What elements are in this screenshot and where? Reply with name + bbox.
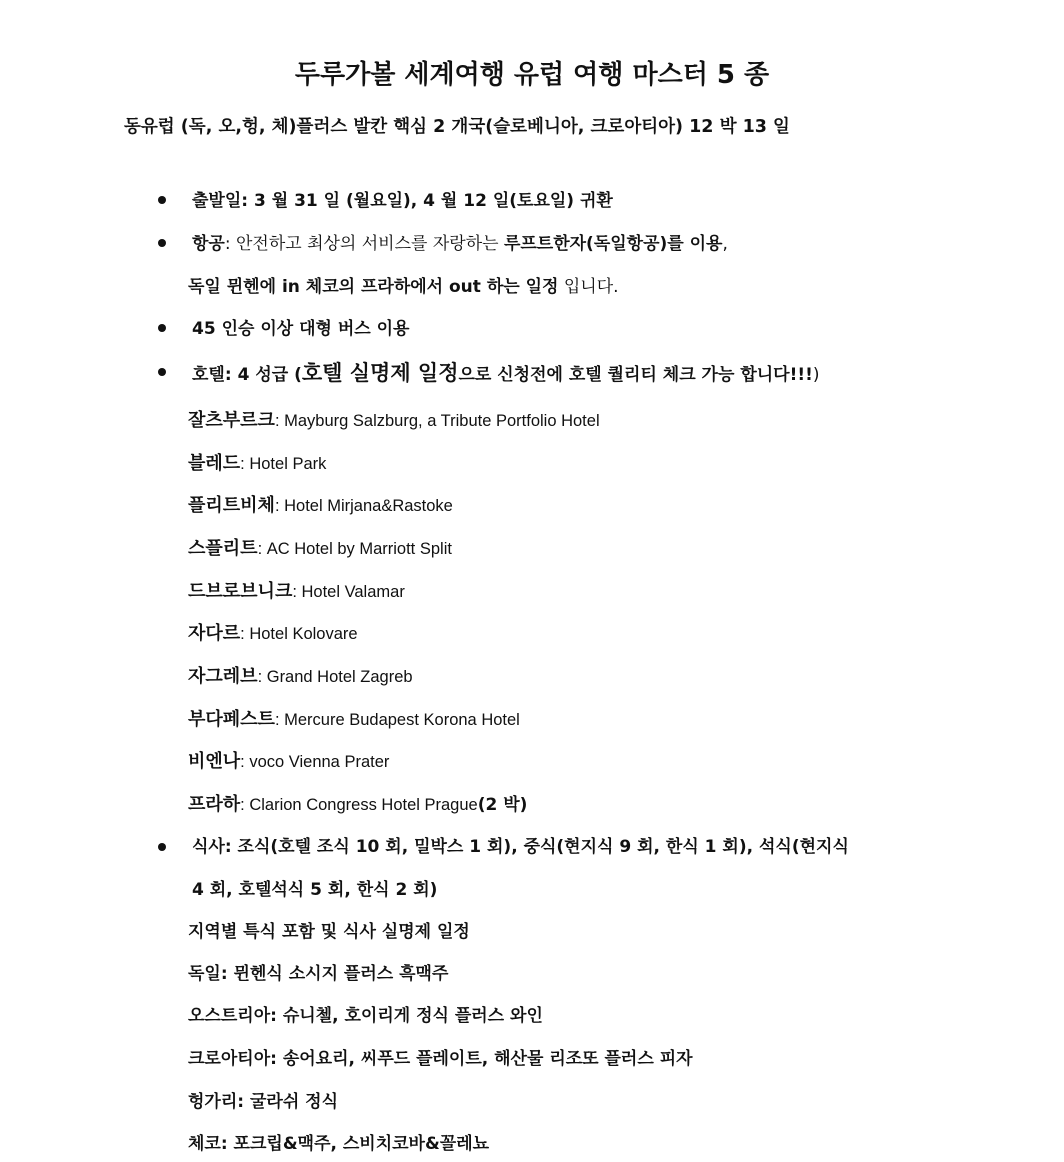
hotel-name: : Hotel Valamar (292, 583, 405, 601)
hotel-name: : Hotel Park (240, 455, 327, 473)
hotel-name: : Grand Hotel Zagreb (257, 668, 413, 686)
hotel-city: 비엔나 (188, 751, 241, 772)
hotel-name: : Mayburg Salzburg, a Tribute Portfolio Hotel (274, 412, 600, 430)
departure-label: 출발일: (192, 191, 249, 211)
bullet-dot (158, 843, 166, 851)
hotel-highlight: 호텔 실명제 일정 (301, 361, 459, 385)
hotel-line (192, 357, 820, 387)
hotel-name: : voco Vienna Prater (240, 753, 390, 771)
meal-item: 크로아티아: 송어요리, 씨푸드 플레이트, 해산물 리조또 플러스 피자 (188, 1049, 693, 1069)
hotel-entry (188, 619, 358, 645)
hotel-name: : Clarion Congress Hotel Prague (240, 796, 478, 814)
hotel-city: 자그레브 (188, 666, 258, 687)
hotel-entry (188, 534, 452, 560)
meal-item: 지역별 특식 포함 및 식사 실명제 일정 (188, 922, 470, 942)
hotel-city: 부다페스트 (188, 709, 275, 730)
hotel-city: 플리트비체 (188, 495, 275, 516)
meal-item: 헝가리: 굴라쉬 정식 (188, 1092, 339, 1112)
bullet-dot (158, 239, 166, 247)
airline-line (192, 229, 728, 254)
hotel-grade: 4 성급 ( (231, 365, 302, 385)
airline-text: : 안전하고 최상의 서비스를 자랑하는 (224, 234, 504, 254)
meal-item: 오스트리아: 슈니첼, 호이리게 정식 플러스 와인 (188, 1006, 543, 1026)
departure-value: 3 월 31 일 (월요일), 4 월 12 일(토요일) 귀환 (248, 191, 613, 211)
airline-name: 루프트한자(독일항공)를 이용 (503, 234, 723, 254)
bullet-dot (158, 196, 166, 204)
meals-line: 식사: 조식(호텔 조식 10 회, 밀박스 1 회), 중식(현지식 9 회, 한식 1 회), 석식(현지식 (192, 837, 849, 857)
airline-route-end: 입니다. (558, 277, 619, 297)
airline-label: 항공 (192, 234, 225, 254)
hotel-entry (188, 662, 413, 688)
bullet-dot (158, 324, 166, 332)
hotel-label: 호텔: (192, 365, 232, 385)
hotel-name: : AC Hotel by Marriott Split (257, 540, 452, 558)
airline-line-2 (188, 272, 619, 297)
meals-line-2: 4 회, 호텔석식 5 회, 한식 2 회) (192, 880, 438, 900)
hotel-entry (188, 705, 520, 731)
bus-line: 45 인승 이상 대형 버스 이용 (192, 319, 410, 339)
hotel-name: : Hotel Kolovare (240, 625, 358, 643)
meal-item: 체코: 포크립&맥주, 스비치코바&꼴레뇨 (188, 1134, 490, 1154)
hotel-close: ) (812, 365, 820, 385)
hotel-entry (188, 747, 389, 773)
hotel-entry (188, 790, 527, 816)
document-title: 두루가볼 세계여행 유럽 여행 마스터 5 종 (294, 60, 770, 90)
hotel-city: 드브로브니크 (188, 581, 293, 602)
hotel-city: 프라하 (188, 794, 241, 815)
hotel-name: : Hotel Mirjana&Rastoke (274, 497, 453, 515)
hotel-city: 잘츠부르크 (188, 410, 275, 431)
hotel-rest: 으로 신청전에 호텔 퀄리티 체크 가능 합니다!!! (458, 365, 813, 385)
departure-line (192, 186, 613, 211)
airline-route: 독일 뮌헨에 in 체코의 프라하에서 out 하는 일정 (188, 277, 559, 297)
hotel-city: 자다르 (188, 623, 241, 644)
hotel-entry (188, 406, 600, 432)
airline-comma: , (722, 234, 728, 254)
hotel-name: : Mercure Budapest Korona Hotel (274, 711, 520, 729)
document-subtitle: 동유럽 (독, 오,헝, 체)플러스 발칸 핵심 2 개국(슬로베니아, 크로아티아) 12 박 13 일 (124, 117, 790, 137)
hotel-city: 스플리트 (188, 538, 258, 559)
hotel-entry (188, 577, 405, 603)
meal-item: 독일: 뮌헨식 소시지 플러스 흑맥주 (188, 964, 449, 984)
hotel-entry (188, 491, 453, 517)
hotel-entry (188, 449, 326, 475)
hotel-nights: (2 박) (477, 795, 528, 815)
hotel-city: 블레드 (188, 453, 241, 474)
bullet-dot (158, 368, 166, 376)
